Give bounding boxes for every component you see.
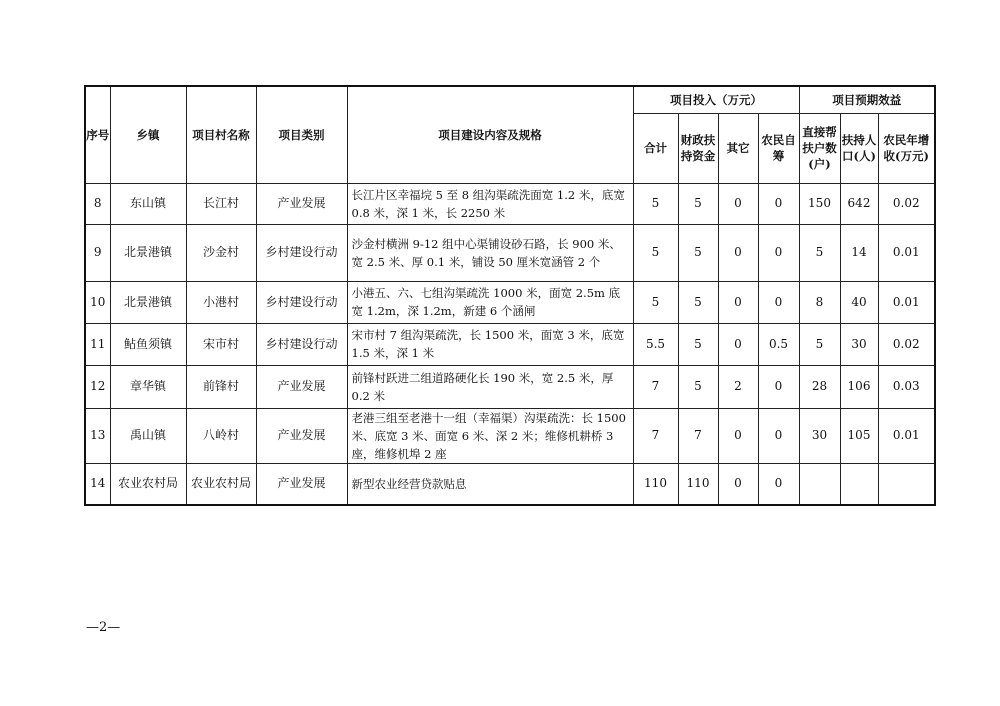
cell-farmer: 0 (758, 183, 799, 224)
cell-seq: 12 (85, 365, 110, 408)
cell-total: 5 (633, 281, 678, 323)
cell-households: 5 (799, 323, 840, 365)
cell-fiscal: 5 (678, 365, 718, 408)
cell-farmer: 0.5 (758, 323, 799, 365)
page-number: —2— (86, 620, 121, 635)
cell-households: 150 (799, 183, 840, 224)
cell-seq: 13 (85, 408, 110, 463)
cell-village: 长江村 (186, 183, 256, 224)
cell-population: 30 (840, 323, 878, 365)
cell-content: 前锋村跃进二组道路硬化长 190 米，宽 2.5 米，厚 0.2 米 (347, 365, 633, 408)
cell-income: 0.01 (878, 281, 935, 323)
header-farmer: 农民自筹 (758, 113, 799, 183)
cell-fiscal: 7 (678, 408, 718, 463)
header-benefit-group: 项目预期效益 (799, 86, 935, 113)
table-row (85, 365, 935, 408)
cell-content: 新型农业经营贷款贴息 (347, 463, 633, 505)
cell-village: 小港村 (186, 281, 256, 323)
cell-farmer: 0 (758, 281, 799, 323)
cell-population (840, 463, 878, 505)
cell-total: 5 (633, 183, 678, 224)
cell-other: 0 (718, 463, 758, 505)
cell-content: 小港五、六、七组沟渠疏洗 1000 米，面宽 2.5m 底宽 1.2m，深 1.2m，新建 6 个涵闸 (347, 281, 633, 323)
cell-population: 14 (840, 224, 878, 281)
header-seq: 序号 (85, 86, 110, 183)
cell-total: 5 (633, 224, 678, 281)
cell-category: 乡村建设行动 (256, 323, 347, 365)
header-town: 乡镇 (110, 86, 186, 183)
header-content: 项目建设内容及规格 (347, 86, 633, 183)
cell-seq: 8 (85, 183, 110, 224)
cell-category: 乡村建设行动 (256, 224, 347, 281)
cell-seq: 10 (85, 281, 110, 323)
cell-other: 0 (718, 408, 758, 463)
header-investment-group: 项目投入（万元） (633, 86, 799, 113)
table-row (85, 408, 935, 463)
cell-households: 28 (799, 365, 840, 408)
cell-town: 章华镇 (110, 365, 186, 408)
cell-income (878, 463, 935, 505)
cell-fiscal: 5 (678, 323, 718, 365)
cell-total: 5.5 (633, 323, 678, 365)
cell-households (799, 463, 840, 505)
table-row (85, 224, 935, 281)
header-village: 项目村名称 (186, 86, 256, 183)
cell-fiscal: 5 (678, 281, 718, 323)
cell-content: 老港三组至老港十一组（幸福渠）沟渠疏洗：长 1500 米、底宽 3 米、面宽 6 米、深 2 米；维修机耕桥 3 座，维修机埠 2 座 (347, 408, 633, 463)
project-table (84, 85, 936, 506)
cell-category: 乡村建设行动 (256, 281, 347, 323)
cell-town: 北景港镇 (110, 281, 186, 323)
cell-income: 0.01 (878, 224, 935, 281)
cell-households: 5 (799, 224, 840, 281)
cell-farmer: 0 (758, 463, 799, 505)
cell-village: 前锋村 (186, 365, 256, 408)
cell-other: 2 (718, 365, 758, 408)
cell-income: 0.01 (878, 408, 935, 463)
cell-town: 东山镇 (110, 183, 186, 224)
cell-town: 禹山镇 (110, 408, 186, 463)
cell-seq: 9 (85, 224, 110, 281)
cell-category: 产业发展 (256, 408, 347, 463)
cell-income: 0.02 (878, 183, 935, 224)
header-total: 合计 (633, 113, 678, 183)
cell-fiscal: 5 (678, 224, 718, 281)
cell-fiscal: 110 (678, 463, 718, 505)
cell-village: 沙金村 (186, 224, 256, 281)
header-households: 直接帮扶户数(户) (799, 113, 840, 183)
cell-other: 0 (718, 323, 758, 365)
cell-population: 106 (840, 365, 878, 408)
cell-income: 0.03 (878, 365, 935, 408)
table-row (85, 323, 935, 365)
cell-total: 7 (633, 365, 678, 408)
cell-content: 宋市村 7 组沟渠疏洗，长 1500 米，面宽 3 米，底宽 1.5 米，深 1 米 (347, 323, 633, 365)
cell-seq: 14 (85, 463, 110, 505)
cell-category: 产业发展 (256, 463, 347, 505)
cell-village: 宋市村 (186, 323, 256, 365)
cell-total: 110 (633, 463, 678, 505)
table-row (85, 183, 935, 224)
table-row (85, 463, 935, 505)
cell-households: 30 (799, 408, 840, 463)
cell-other: 0 (718, 224, 758, 281)
cell-category: 产业发展 (256, 365, 347, 408)
cell-households: 8 (799, 281, 840, 323)
cell-category: 产业发展 (256, 183, 347, 224)
cell-farmer: 0 (758, 365, 799, 408)
table-row (85, 281, 935, 323)
cell-population: 642 (840, 183, 878, 224)
cell-total: 7 (633, 408, 678, 463)
header-population: 扶持人口(人) (840, 113, 878, 183)
cell-population: 40 (840, 281, 878, 323)
cell-income: 0.02 (878, 323, 935, 365)
cell-farmer: 0 (758, 408, 799, 463)
cell-farmer: 0 (758, 224, 799, 281)
cell-other: 0 (718, 183, 758, 224)
cell-fiscal: 5 (678, 183, 718, 224)
cell-town: 北景港镇 (110, 224, 186, 281)
header-other: 其它 (718, 113, 758, 183)
header-category: 项目类别 (256, 86, 347, 183)
cell-town: 农业农村局 (110, 463, 186, 505)
cell-content: 长江片区幸福垸 5 至 8 组沟渠疏洗面宽 1.2 米，底宽 0.8 米，深 1 米，长 2250 米 (347, 183, 633, 224)
cell-village: 八岭村 (186, 408, 256, 463)
cell-content: 沙金村横洲 9-12 组中心渠铺设砂石路，长 900 米、宽 2.5 米、厚 0.1 米，铺设 50 厘米宽涵管 2 个 (347, 224, 633, 281)
cell-town: 鲇鱼须镇 (110, 323, 186, 365)
cell-village: 农业农村局 (186, 463, 256, 505)
header-income: 农民年增收(万元) (878, 113, 935, 183)
cell-population: 105 (840, 408, 878, 463)
header-fiscal: 财政扶持资金 (678, 113, 718, 183)
cell-other: 0 (718, 281, 758, 323)
cell-seq: 11 (85, 323, 110, 365)
